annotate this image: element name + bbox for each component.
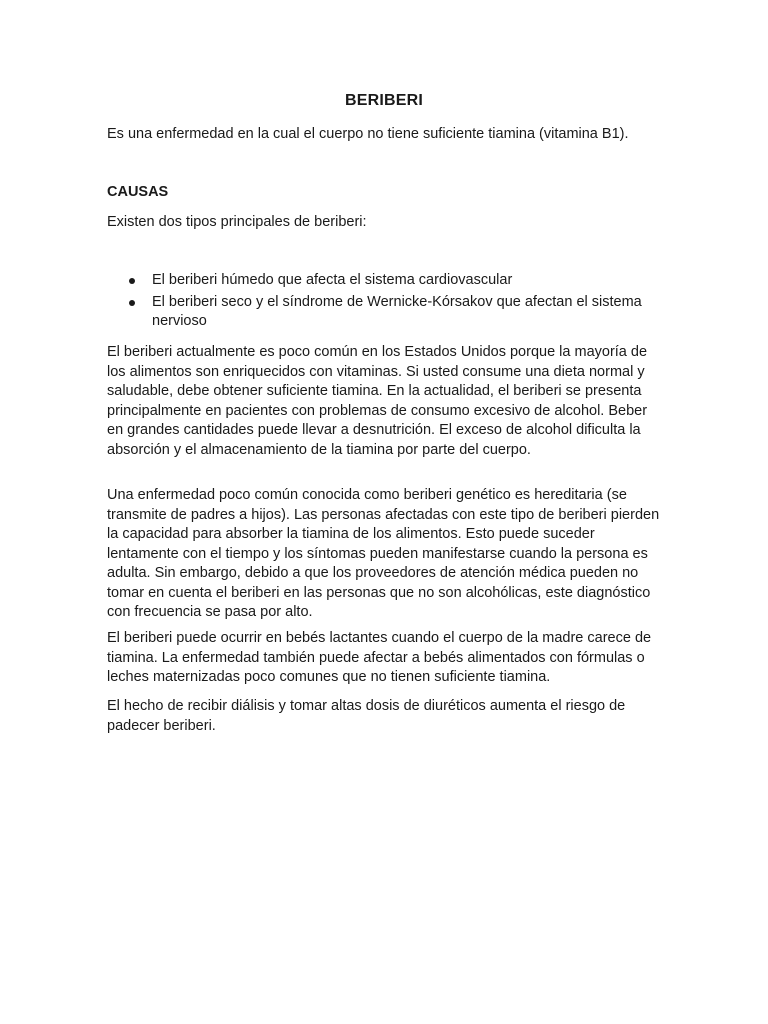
intro-text: Es una enfermedad en la cual el cuerpo no tiene suficiente tiamina (vitamina B1).: [107, 126, 629, 142]
paragraph: Una enfermedad poco común conocida como beriberi genético es hereditaria (se transmite de padres a hijos). Las personas afectadas con este tipo de beriberi pierden la capacidad para absorber la tiamina de los alimentos. Esto puede suceder lentamente con el tiempo y los síntomas pueden manifestarse cuando la persona es adulta. Sin embargo, debido a que los proveedores de atención médica pueden no tomar en cuenta el beriberi en las personas que no son alcohólicas, este diagnóstico con frecuencia se pasa por alto.: [107, 487, 660, 620]
page-title: BERIBERI: [344, 92, 424, 109]
section-heading: CAUSAS: [107, 184, 169, 200]
paragraph: El beriberi puede ocurrir en bebés lactantes cuando el cuerpo de la madre carece de tiamina. La enfermedad también puede afectar a bebés alimentados con fórmulas o leches maternizadas poco comunes que no tienen suficiente tiamina.: [107, 630, 652, 685]
bullet-icon: [129, 278, 135, 284]
list-item: [107, 293, 667, 332]
section-intro: Existen dos tipos principales de beriberi:: [107, 214, 367, 230]
list-item-text: El beriberi húmedo que afecta el sistema cardiovascular: [152, 272, 513, 288]
paragraph: El beriberi actualmente es poco común en los Estados Unidos porque la mayoría de los alimentos son enriquecidos con vitaminas. Si usted consume una dieta normal y saludable, debe obtener suficiente tiamina. En la actualidad, el beriberi se presenta principalmente en pacientes con problemas de consumo excesivo de alcohol. Beber en grandes cantidades puede llevar a desnutrición. El exceso de alcohol dificulta la absorción y el almacenamiento de la tiamina por parte del cuerpo.: [107, 344, 648, 458]
list-item-text: El beriberi seco y el síndrome de Wernicke-Kórsakov que afectan el sistema nervioso: [152, 293, 642, 329]
bullet-list: [107, 271, 667, 334]
paragraph: El hecho de recibir diálisis y tomar altas dosis de diuréticos aumenta el riesgo de padecer beriberi.: [107, 698, 626, 734]
bullet-icon: [129, 300, 135, 306]
list-item: [107, 271, 667, 291]
